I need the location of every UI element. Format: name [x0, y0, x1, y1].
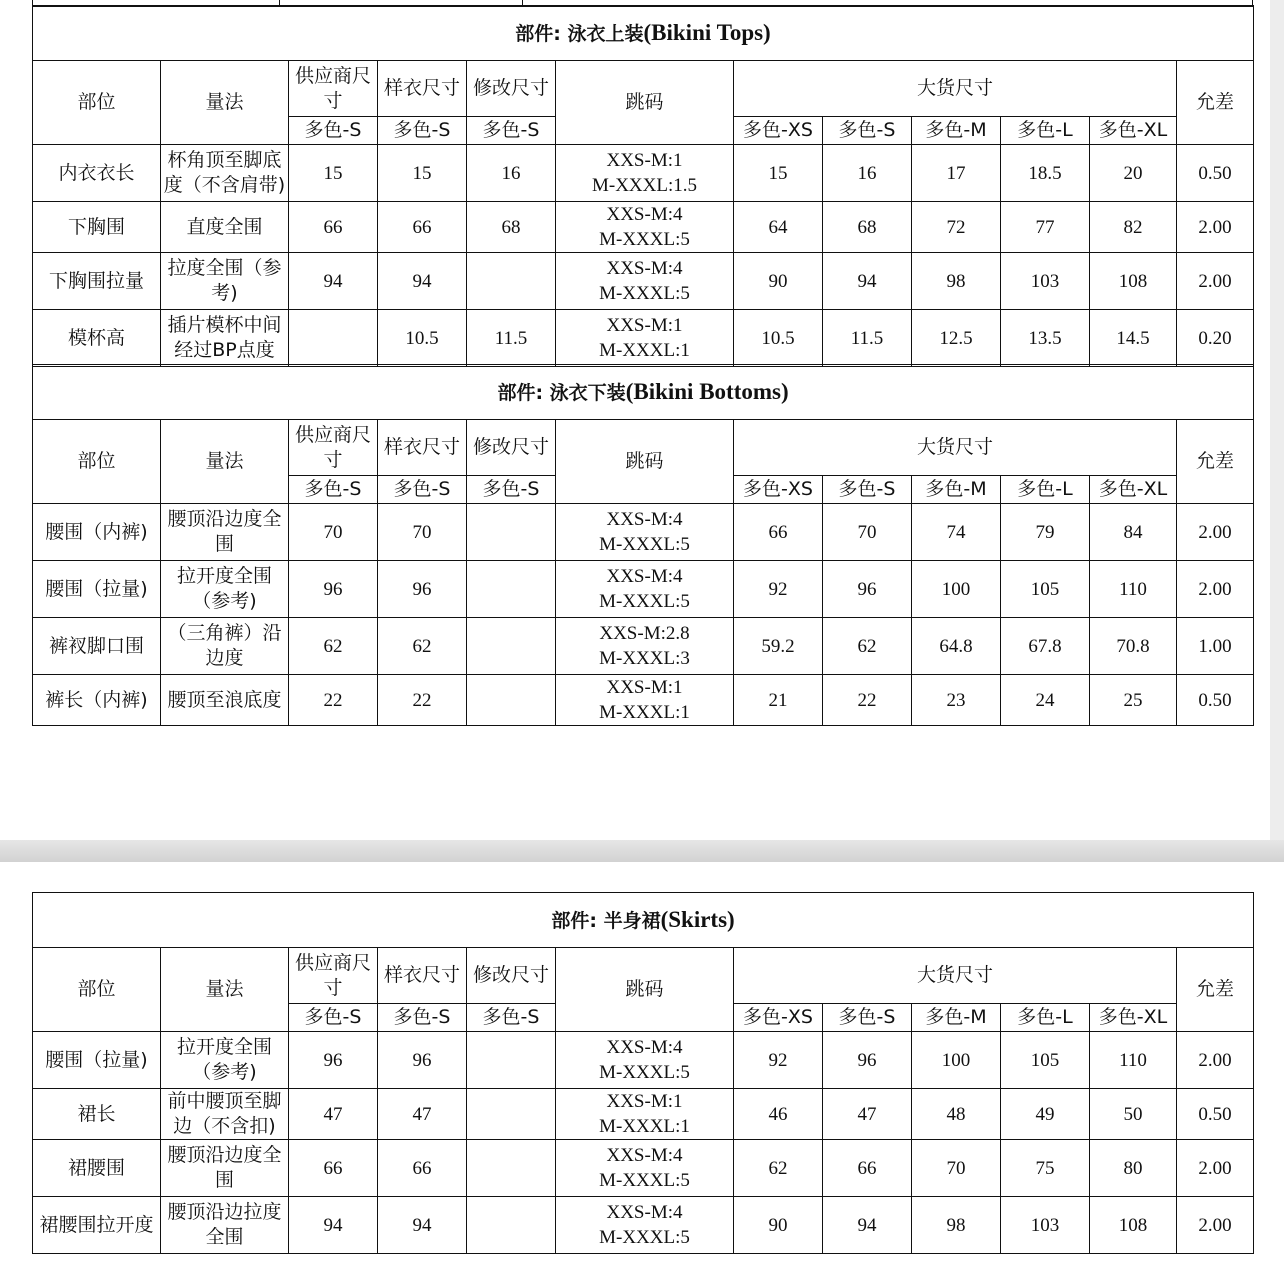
grading-line-2: M-XXXL:1 — [599, 1116, 690, 1137]
header-bulk-size: 大货尺寸 — [734, 948, 1177, 1004]
header-modified-size: 修改尺寸 — [467, 948, 556, 1004]
cell-method: 直度全围 — [161, 202, 289, 253]
cell-bulk-size: 16 — [823, 145, 912, 202]
cell-bulk-size: 108 — [1090, 1197, 1177, 1254]
cell-bulk-size: 14.5 — [1090, 310, 1177, 367]
cell-tolerance: 2.00 — [1177, 1197, 1254, 1254]
grading-line-2: M-XXXL:5 — [599, 534, 690, 555]
header-bulk-size-3: 多色-L — [1001, 117, 1090, 145]
bikini-tops-table — [32, 5, 1254, 367]
header-sample-size: 样衣尺寸 — [378, 61, 467, 117]
cell-method: 腰顶沿边度全围 — [161, 1140, 289, 1197]
cell-tolerance: 2.00 — [1177, 202, 1254, 253]
cell-supplier-size: 15 — [289, 145, 378, 202]
cell-supplier-size: 94 — [289, 253, 378, 310]
section-title-en: (Skirts) — [660, 906, 735, 932]
section-title — [33, 893, 1254, 948]
cell-bulk-size: 103 — [1001, 253, 1090, 310]
grading-line-1: XXS-M:2.8 — [599, 623, 690, 644]
cell-method: 前中腰顶至脚边（不含扣) — [161, 1089, 289, 1140]
cell-bulk-size: 62 — [734, 1140, 823, 1197]
cell-sample-size: 47 — [378, 1089, 467, 1140]
cell-bulk-size: 103 — [1001, 1197, 1090, 1254]
section-title — [33, 365, 1254, 420]
cell-modified-size — [467, 675, 556, 726]
grading-line-1: XXS-M:4 — [606, 1145, 683, 1166]
table-row — [33, 145, 1254, 202]
cell-modified-size — [467, 618, 556, 675]
cell-bulk-size: 82 — [1090, 202, 1177, 253]
header-grading: 跳码 — [556, 420, 734, 504]
grading-line-1: XXS-M:1 — [606, 677, 683, 698]
grading-line-1: XXS-M:4 — [606, 1202, 683, 1223]
cell-bulk-size: 15 — [734, 145, 823, 202]
bikini-bottoms-table — [32, 364, 1254, 726]
header-bulk-size-4: 多色-XL — [1090, 117, 1177, 145]
header-bulk-size-3: 多色-L — [1001, 1004, 1090, 1032]
cell-supplier-size — [289, 310, 378, 367]
grading-line-1: XXS-M:4 — [606, 566, 683, 587]
grading-line-1: XXS-M:1 — [606, 150, 683, 171]
grading-line-2: M-XXXL:1 — [599, 340, 690, 361]
cell-modified-size: 68 — [467, 202, 556, 253]
cell-tolerance: 0.50 — [1177, 1089, 1254, 1140]
cell-grading — [556, 1140, 734, 1197]
header-sample-color-size: 多色-S — [289, 476, 378, 504]
cell-bulk-size: 66 — [734, 504, 823, 561]
cell-supplier-size: 62 — [289, 618, 378, 675]
cell-part: 模杯高 — [33, 310, 161, 367]
cell-modified-size — [467, 1197, 556, 1254]
header-sample-color-size: 多色-S — [467, 1004, 556, 1032]
section-title — [33, 6, 1254, 61]
cell-method: 拉度全围（参考) — [161, 253, 289, 310]
cell-modified-size — [467, 1089, 556, 1140]
cell-bulk-size: 90 — [734, 253, 823, 310]
cell-bulk-size: 11.5 — [823, 310, 912, 367]
header-supplier-size: 供应商尺寸 — [289, 948, 378, 1004]
document-page-2 — [0, 862, 1284, 1265]
header-sample-size: 样衣尺寸 — [378, 948, 467, 1004]
cell-modified-size — [467, 253, 556, 310]
cell-bulk-size: 17 — [912, 145, 1001, 202]
skirts-table — [32, 892, 1254, 1254]
header-sample-color-size: 多色-S — [378, 1004, 467, 1032]
cell-bulk-size: 105 — [1001, 561, 1090, 618]
cell-bulk-size: 94 — [823, 253, 912, 310]
cell-sample-size: 10.5 — [378, 310, 467, 367]
header-grading: 跳码 — [556, 948, 734, 1032]
cell-bulk-size: 96 — [823, 561, 912, 618]
cell-bulk-size: 70 — [912, 1140, 1001, 1197]
cell-sample-size: 66 — [378, 1140, 467, 1197]
header-sample-size: 样衣尺寸 — [378, 420, 467, 476]
table-row — [33, 618, 1254, 675]
cell-part: 裤长（内裤) — [33, 675, 161, 726]
cell-bulk-size: 25 — [1090, 675, 1177, 726]
cell-bulk-size: 20 — [1090, 145, 1177, 202]
section-title-en: (Bikini Bottoms) — [625, 378, 789, 404]
cell-bulk-size: 108 — [1090, 253, 1177, 310]
grading-line-2: M-XXXL:3 — [599, 648, 690, 669]
header-grading: 跳码 — [556, 61, 734, 145]
cell-modified-size: 11.5 — [467, 310, 556, 367]
cell-part: 下胸围拉量 — [33, 253, 161, 310]
cell-bulk-size: 70.8 — [1090, 618, 1177, 675]
cell-bulk-size: 46 — [734, 1089, 823, 1140]
cell-grading — [556, 1089, 734, 1140]
cell-bulk-size: 79 — [1001, 504, 1090, 561]
header-modified-size: 修改尺寸 — [467, 420, 556, 476]
cell-bulk-size: 90 — [734, 1197, 823, 1254]
cell-grading — [556, 310, 734, 367]
cell-bulk-size: 13.5 — [1001, 310, 1090, 367]
grading-line-1: XXS-M:4 — [606, 509, 683, 530]
cell-bulk-size: 105 — [1001, 1032, 1090, 1089]
header-sample-color-size: 多色-S — [289, 117, 378, 145]
cell-bulk-size: 110 — [1090, 1032, 1177, 1089]
table-row — [33, 1032, 1254, 1089]
cell-grading — [556, 1032, 734, 1089]
header-sample-color-size: 多色-S — [467, 476, 556, 504]
cell-tolerance: 0.20 — [1177, 310, 1254, 367]
cell-bulk-size: 94 — [823, 1197, 912, 1254]
grading-line-1: XXS-M:1 — [606, 1091, 683, 1112]
cell-bulk-size: 64 — [734, 202, 823, 253]
header-bulk-size-2: 多色-M — [912, 476, 1001, 504]
cell-supplier-size: 22 — [289, 675, 378, 726]
grading-line-2: M-XXXL:1 — [599, 702, 690, 723]
cell-modified-size — [467, 1140, 556, 1197]
cell-bulk-size: 80 — [1090, 1140, 1177, 1197]
header-bulk-size-0: 多色-XS — [734, 117, 823, 145]
grading-line-1: XXS-M:4 — [606, 1037, 683, 1058]
cell-bulk-size: 77 — [1001, 202, 1090, 253]
cell-method: 插片模杯中间经过BP点度 — [161, 310, 289, 367]
grading-line-2: M-XXXL:5 — [599, 1227, 690, 1248]
cell-bulk-size: 47 — [823, 1089, 912, 1140]
cell-part: 腰围（拉量) — [33, 561, 161, 618]
cell-bulk-size: 12.5 — [912, 310, 1001, 367]
cell-part: 裙长 — [33, 1089, 161, 1140]
cell-bulk-size: 64.8 — [912, 618, 1001, 675]
grading-line-2: M-XXXL:5 — [599, 591, 690, 612]
header-bulk-size-0: 多色-XS — [734, 1004, 823, 1032]
cell-sample-size: 96 — [378, 1032, 467, 1089]
cell-modified-size — [467, 504, 556, 561]
cell-supplier-size: 70 — [289, 504, 378, 561]
cell-part: 裙腰围拉开度 — [33, 1197, 161, 1254]
cell-grading — [556, 202, 734, 253]
table-row — [33, 1197, 1254, 1254]
cell-bulk-size: 22 — [823, 675, 912, 726]
cell-tolerance: 0.50 — [1177, 675, 1254, 726]
cell-bulk-size: 66 — [823, 1140, 912, 1197]
cell-sample-size: 66 — [378, 202, 467, 253]
header-bulk-size-2: 多色-M — [912, 1004, 1001, 1032]
table-row — [33, 561, 1254, 618]
cell-sample-size: 94 — [378, 253, 467, 310]
header-tolerance: 允差 — [1177, 61, 1254, 145]
grading-line-2: M-XXXL:5 — [599, 229, 690, 250]
cell-part: 腰围（拉量) — [33, 1032, 161, 1089]
header-part: 部位 — [33, 61, 161, 145]
header-sample-color-size: 多色-S — [467, 117, 556, 145]
cell-part: 下胸围 — [33, 202, 161, 253]
cell-bulk-size: 67.8 — [1001, 618, 1090, 675]
cell-sample-size: 94 — [378, 1197, 467, 1254]
grading-line-2: M-XXXL:5 — [599, 1170, 690, 1191]
cell-method: 腰顶沿边度全围 — [161, 504, 289, 561]
cell-part: 裤衩脚口围 — [33, 618, 161, 675]
section-title-cn: 部件: 泳衣上装 — [515, 22, 644, 45]
header-tolerance: 允差 — [1177, 948, 1254, 1032]
cell-grading — [556, 675, 734, 726]
cell-method: 杯角顶至脚底度（不含肩带) — [161, 145, 289, 202]
cell-bulk-size: 21 — [734, 675, 823, 726]
cell-bulk-size: 72 — [912, 202, 1001, 253]
table-row — [33, 253, 1254, 310]
header-method: 量法 — [161, 948, 289, 1032]
header-bulk-size-1: 多色-S — [823, 476, 912, 504]
cell-bulk-size: 75 — [1001, 1140, 1090, 1197]
cell-supplier-size: 94 — [289, 1197, 378, 1254]
cell-bulk-size: 98 — [912, 1197, 1001, 1254]
cell-bulk-size: 110 — [1090, 561, 1177, 618]
cell-bulk-size: 18.5 — [1001, 145, 1090, 202]
cell-sample-size: 22 — [378, 675, 467, 726]
section-title-cn: 部件: 泳衣下装 — [497, 381, 626, 404]
header-supplier-size: 供应商尺寸 — [289, 61, 378, 117]
cell-bulk-size: 74 — [912, 504, 1001, 561]
header-bulk-size: 大货尺寸 — [734, 420, 1177, 476]
header-bulk-size: 大货尺寸 — [734, 61, 1177, 117]
header-part: 部位 — [33, 420, 161, 504]
section-title-en: (Bikini Tops) — [643, 19, 771, 45]
cell-bulk-size: 96 — [823, 1032, 912, 1089]
grading-line-1: XXS-M:4 — [606, 258, 683, 279]
header-tolerance: 允差 — [1177, 420, 1254, 504]
cell-grading — [556, 618, 734, 675]
table-row — [33, 1089, 1254, 1140]
section-title-cn: 部件: 半身裙 — [551, 909, 661, 932]
cell-bulk-size: 70 — [823, 504, 912, 561]
cell-bulk-size: 84 — [1090, 504, 1177, 561]
cell-supplier-size: 96 — [289, 1032, 378, 1089]
cell-sample-size: 70 — [378, 504, 467, 561]
header-sample-color-size: 多色-S — [289, 1004, 378, 1032]
cell-part: 内衣衣长 — [33, 145, 161, 202]
cell-bulk-size: 24 — [1001, 675, 1090, 726]
cell-tolerance: 2.00 — [1177, 561, 1254, 618]
cell-tolerance: 1.00 — [1177, 618, 1254, 675]
cell-bulk-size: 100 — [912, 561, 1001, 618]
header-bulk-size-4: 多色-XL — [1090, 476, 1177, 504]
cell-grading — [556, 253, 734, 310]
cell-sample-size: 62 — [378, 618, 467, 675]
grading-line-1: XXS-M:4 — [606, 204, 683, 225]
cell-supplier-size: 66 — [289, 1140, 378, 1197]
cell-grading — [556, 504, 734, 561]
cell-bulk-size: 48 — [912, 1089, 1001, 1140]
cell-bulk-size: 100 — [912, 1032, 1001, 1089]
header-part: 部位 — [33, 948, 161, 1032]
scrollbar-track — [1270, 0, 1284, 840]
table-row — [33, 202, 1254, 253]
cell-modified-size: 16 — [467, 145, 556, 202]
cell-bulk-size: 23 — [912, 675, 1001, 726]
header-sample-color-size: 多色-S — [378, 117, 467, 145]
cell-part: 腰围（内裤) — [33, 504, 161, 561]
cell-tolerance: 2.00 — [1177, 1032, 1254, 1089]
header-bulk-size-4: 多色-XL — [1090, 1004, 1177, 1032]
table-row — [33, 675, 1254, 726]
cell-method: （三角裤）沿边度 — [161, 618, 289, 675]
grading-line-2: M-XXXL:1.5 — [591, 175, 698, 196]
header-bulk-size-1: 多色-S — [823, 1004, 912, 1032]
table-row — [33, 310, 1254, 367]
cell-sample-size: 96 — [378, 561, 467, 618]
cell-grading — [556, 145, 734, 202]
header-sample-color-size: 多色-S — [378, 476, 467, 504]
header-supplier-size: 供应商尺寸 — [289, 420, 378, 476]
header-method: 量法 — [161, 420, 289, 504]
cell-bulk-size: 49 — [1001, 1089, 1090, 1140]
cell-bulk-size: 92 — [734, 1032, 823, 1089]
cell-tolerance: 0.50 — [1177, 145, 1254, 202]
cell-bulk-size: 92 — [734, 561, 823, 618]
cell-bulk-size: 68 — [823, 202, 912, 253]
cell-method: 拉开度全围（参考) — [161, 1032, 289, 1089]
cell-tolerance: 2.00 — [1177, 504, 1254, 561]
cell-bulk-size: 59.2 — [734, 618, 823, 675]
header-bulk-size-2: 多色-M — [912, 117, 1001, 145]
grading-line-1: XXS-M:1 — [606, 315, 683, 336]
header-modified-size: 修改尺寸 — [467, 61, 556, 117]
cell-supplier-size: 96 — [289, 561, 378, 618]
cell-modified-size — [467, 561, 556, 618]
cell-tolerance: 2.00 — [1177, 253, 1254, 310]
header-bulk-size-3: 多色-L — [1001, 476, 1090, 504]
table-row — [33, 1140, 1254, 1197]
cell-bulk-size: 62 — [823, 618, 912, 675]
cell-method: 腰顶至浪底度 — [161, 675, 289, 726]
cell-method: 拉开度全围（参考) — [161, 561, 289, 618]
cell-grading — [556, 561, 734, 618]
grading-line-2: M-XXXL:5 — [599, 283, 690, 304]
cell-modified-size — [467, 1032, 556, 1089]
cell-grading — [556, 1197, 734, 1254]
cell-bulk-size: 98 — [912, 253, 1001, 310]
cell-tolerance: 2.00 — [1177, 1140, 1254, 1197]
cell-bulk-size: 10.5 — [734, 310, 823, 367]
cell-sample-size: 15 — [378, 145, 467, 202]
cell-supplier-size: 47 — [289, 1089, 378, 1140]
header-method: 量法 — [161, 61, 289, 145]
page-separator — [0, 840, 1284, 862]
table-row — [33, 504, 1254, 561]
grading-line-2: M-XXXL:5 — [599, 1062, 690, 1083]
cell-part: 裙腰围 — [33, 1140, 161, 1197]
header-bulk-size-1: 多色-S — [823, 117, 912, 145]
cell-supplier-size: 66 — [289, 202, 378, 253]
cell-bulk-size: 50 — [1090, 1089, 1177, 1140]
header-bulk-size-0: 多色-XS — [734, 476, 823, 504]
cell-method: 腰顶沿边拉度全围 — [161, 1197, 289, 1254]
